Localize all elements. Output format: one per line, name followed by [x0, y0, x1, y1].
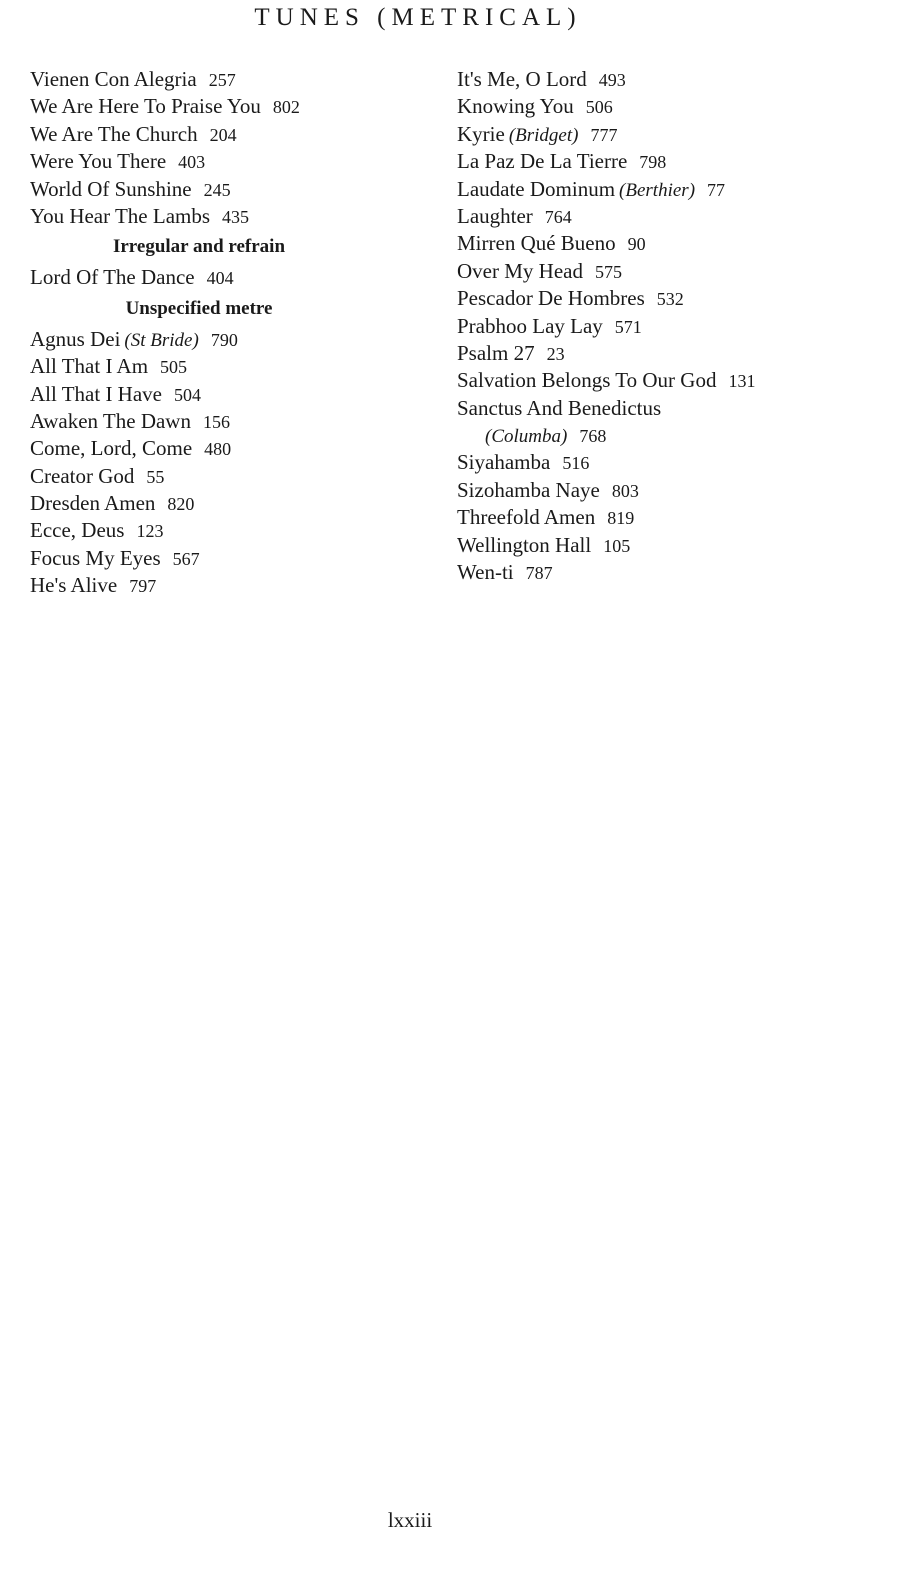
list-item	[30, 353, 410, 380]
list-item	[30, 93, 410, 120]
tune-name: All That I Have	[30, 381, 162, 406]
page-number: lxxiii	[387, 1508, 433, 1532]
list-item	[457, 504, 877, 531]
hymn-number: 516	[562, 453, 590, 474]
hymn-number: 777	[590, 124, 618, 145]
tune-name: Come, Lord, Come	[30, 436, 193, 461]
list-item	[457, 93, 877, 120]
tune-name: Mirren Qué Bueno	[457, 231, 616, 256]
tune-name: Sanctus And Benedictus	[457, 395, 662, 420]
tune-name: We Are Here To Praise You	[30, 94, 261, 119]
hymn-number: 787	[525, 563, 553, 584]
list-item	[30, 463, 410, 490]
right-column	[457, 66, 877, 586]
list-item	[30, 326, 410, 353]
hymn-number: 790	[210, 329, 238, 350]
hymn-number: 819	[607, 508, 635, 529]
list-item	[30, 517, 410, 544]
tune-variant: (Bridget)	[508, 124, 579, 146]
list-item	[457, 203, 877, 230]
list-item	[30, 203, 410, 230]
hymn-number: 575	[594, 261, 622, 282]
hymn-number: 245	[203, 179, 231, 200]
hymn-number: 504	[174, 384, 201, 405]
left-column	[30, 66, 410, 600]
list-item	[30, 545, 410, 572]
list-item	[457, 258, 877, 285]
list-item	[457, 449, 877, 476]
hymn-number: 764	[544, 206, 572, 227]
tune-name: Focus My Eyes	[30, 545, 161, 570]
list-item	[30, 66, 410, 93]
tune-name: Kyrie	[457, 121, 505, 146]
hymn-number: 802	[272, 97, 300, 118]
list-item	[30, 264, 410, 291]
tune-name: Sizohamba Naye	[457, 477, 600, 502]
tune-variant: (Columba)	[485, 426, 568, 448]
hymn-number: 768	[579, 426, 607, 447]
hymn-number: 404	[206, 268, 234, 289]
hymn-number: 55	[146, 466, 165, 487]
list-item	[457, 340, 877, 367]
hymn-number: 567	[172, 548, 200, 569]
tune-name: World Of Sunshine	[30, 176, 192, 201]
list-item	[457, 559, 877, 586]
tune-name: Laudate Dominum	[457, 176, 616, 201]
tune-name: La Paz De La Tierre	[457, 149, 628, 174]
list-item	[457, 176, 877, 203]
list-item	[30, 176, 410, 203]
tune-name: Lord Of The Dance	[30, 265, 195, 290]
list-item	[457, 395, 877, 422]
hymn-number: 505	[160, 357, 188, 378]
hymn-number: 23	[546, 343, 565, 364]
list-item	[30, 490, 410, 517]
hymn-number: 480	[204, 439, 232, 460]
tune-name: Vienen Con Alegria	[30, 67, 197, 91]
tune-name: Salvation Belongs To Our God	[457, 368, 717, 393]
hymn-number: 435	[222, 206, 250, 227]
hymn-number: 532	[656, 289, 684, 310]
tune-name: Agnus Dei	[30, 326, 121, 351]
list-item	[30, 148, 410, 175]
hymn-number: 123	[136, 521, 164, 542]
tune-variant: (Berthier)	[619, 179, 696, 201]
tune-name: Knowing You	[457, 94, 574, 119]
list-item-continuation	[457, 422, 877, 449]
tune-name: Wen-ti	[457, 560, 514, 585]
hymn-number: 820	[167, 494, 195, 515]
hymn-number: 105	[603, 535, 631, 556]
section-heading-irregular: Irregular and refrain	[112, 236, 286, 258]
tune-name: Ecce, Deus	[30, 518, 125, 543]
section-heading-unspecified: Unspecified metre	[125, 297, 273, 319]
list-item	[30, 572, 410, 599]
tune-name: We Are The Church	[30, 121, 198, 146]
tune-name: Laughter	[457, 203, 533, 228]
hymn-number: 77	[707, 179, 726, 200]
list-item	[30, 381, 410, 408]
tune-name: Siyahamba	[457, 450, 551, 475]
hymn-number: 803	[611, 480, 639, 501]
page-title: TUNES (METRICAL)	[254, 4, 582, 31]
hymn-number: 156	[202, 411, 230, 432]
list-item	[457, 230, 877, 257]
hymn-number: 257	[208, 70, 236, 90]
tune-name: Over My Head	[457, 258, 583, 283]
hymn-number: 798	[639, 152, 667, 173]
list-item	[457, 66, 877, 93]
tune-name: You Hear The Lambs	[30, 203, 211, 228]
list-item	[457, 121, 877, 148]
list-item	[457, 285, 877, 312]
tune-name: All That I Am	[30, 354, 149, 379]
list-item	[457, 148, 877, 175]
list-item	[30, 121, 410, 148]
hymn-number: 571	[614, 316, 642, 337]
tune-name: Psalm 27	[457, 340, 535, 365]
tune-variant: (St Bride)	[124, 329, 199, 351]
tune-name: Prabhoo Lay Lay	[457, 313, 603, 338]
list-item	[30, 435, 410, 462]
hymn-number: 204	[209, 124, 237, 145]
tune-name: Wellington Hall	[457, 532, 592, 557]
tune-name: Creator God	[30, 463, 135, 488]
hymn-number: 493	[598, 70, 626, 90]
list-item	[457, 532, 877, 559]
tune-name: Were You There	[30, 149, 167, 174]
tune-name: It's Me, O Lord	[457, 67, 587, 91]
hymn-number: 403	[178, 152, 206, 173]
tune-name: He's Alive	[30, 573, 118, 598]
tune-name: Pescador De Hombres	[457, 286, 645, 311]
list-item	[457, 477, 877, 504]
list-item	[457, 367, 877, 394]
tune-name: Dresden Amen	[30, 491, 156, 516]
hymn-number: 506	[585, 97, 613, 118]
hymn-number: 131	[728, 371, 756, 392]
list-item	[30, 408, 410, 435]
tune-name: Threefold Amen	[457, 505, 596, 530]
hymn-number: 90	[627, 234, 646, 255]
hymn-number: 797	[129, 576, 157, 597]
list-item	[457, 313, 877, 340]
tune-name: Awaken The Dawn	[30, 408, 191, 433]
